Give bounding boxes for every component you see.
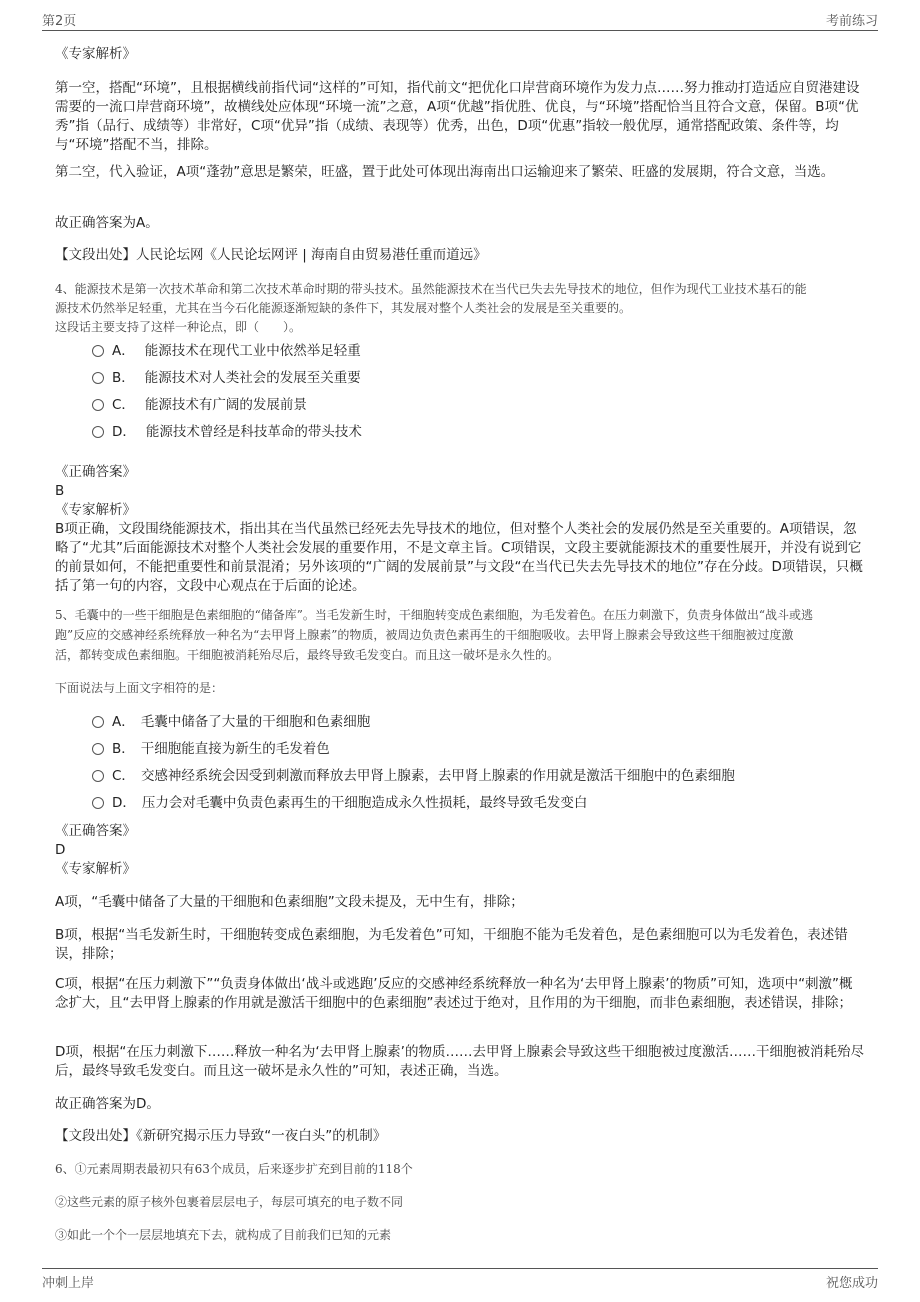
page-number: 第2页	[42, 14, 77, 29]
option-letter: C．	[112, 768, 135, 784]
correct-answer-label: 《正确答案》	[55, 464, 136, 480]
q5-question: 下面说法与上面文字相符的是：	[55, 681, 224, 695]
q6-line-2: ②这些元素的原子核外包裹着层层电子，每层可填充的电子数不同	[55, 1195, 404, 1209]
q4-stem-line-1: 4、能源技术是第一次技术革命和第二次技术革命时期的带头技术。虽然能源技术在当代已失去先导技术的地位，但作为现代工业技术基石的能	[55, 282, 807, 296]
q5-analysis-c: C项，根据“在压力刺激下”“负责身体做出‘战斗或逃跑’反应的交感神经系统释放一种名为‘去甲肾上腺素’的物质”可知，选项中“刺激”概念扩大，且“去甲肾上腺素的作用就是激活干细胞中的色素细胞”表述过于绝对，且作用的为干细胞，而非色素细胞，表述错误，排除；	[55, 976, 853, 1011]
q5-conclusion: 故正确答案为D。	[55, 1096, 160, 1112]
q5-stem-line-2: 跑”反应的交感神经系统释放一种名为“去甲肾上腺素”的物质，被周边负责色素再生的干细胞吸收。去甲肾上腺素会导致这些干细胞被过度激	[55, 628, 794, 642]
expert-analysis-label: 《专家解析》	[55, 502, 136, 518]
q5-option-d[interactable]	[92, 793, 587, 813]
header-title: 考前练习	[825, 14, 878, 29]
option-text: 压力会对毛囊中负责色素再生的干细胞造成永久性损耗，最终导致毛发变白	[141, 795, 588, 811]
option-text: 能源技术对人类社会的发展至关重要	[144, 370, 361, 386]
radio-icon[interactable]	[92, 372, 104, 384]
option-letter: D．	[112, 795, 136, 811]
q5-analysis-b: B项，根据“当毛发新生时，干细胞转变成色素细胞，为毛发着色”可知，干细胞不能为毛发着色，是色素细胞可以为毛发着色，表述错误，排除；	[55, 927, 848, 962]
q3-source: 【文段出处】人民论坛网《人民论坛网评 | 海南自由贸易港任重而道远》	[55, 247, 487, 263]
option-text: 能源技术有广阔的发展前景	[144, 397, 307, 413]
radio-icon[interactable]	[92, 399, 104, 411]
page-footer	[42, 1268, 878, 1293]
q3-analysis-paragraph-2: 第二空，代入验证，A项“蓬勃”意思是繁荣，旺盛，置于此处可体现出海南出口运输迎来了繁荣、旺盛的发展期，符合文意，当选。	[55, 164, 835, 180]
option-letter: B．	[112, 370, 135, 386]
q4-stem-line-3: 这段话主要支持了这样一种论点，即（ ）。	[55, 320, 302, 334]
q4-analysis: B项正确，文段围绕能源技术，指出其在当代虽然已经死去先导技术的地位，但对整个人类社会的发展仍然是至关重要的。A项错误，忽略了“尤其”后面能源技术对整个人类社会发展的重要作用，不是文章主旨。C项错误，文段主要就能源技术的重要性展开，并没有说到它的前景如何，不能把重要性和前景混淆；另外该项的“广阔的发展前景”与文段“在当代已失去先导技术的地位”存在分歧。D项错误，只概括了第一句的内容，文段中心观点在于后面的论述。	[55, 521, 863, 594]
radio-icon[interactable]	[92, 743, 104, 755]
page-header	[42, 10, 878, 31]
option-text: 能源技术在现代工业中依然举足轻重	[144, 343, 361, 359]
q3-conclusion: 故正确答案为A。	[55, 215, 159, 231]
option-letter: B．	[112, 741, 135, 757]
option-text: 毛囊中储备了大量的干细胞和色素细胞	[140, 714, 371, 730]
q4-option-d[interactable]	[92, 422, 362, 442]
radio-icon[interactable]	[92, 716, 104, 728]
q5-answer: D	[55, 842, 66, 858]
radio-icon[interactable]	[92, 345, 104, 357]
expert-analysis-label: 《专家解析》	[55, 46, 136, 62]
radio-icon[interactable]	[92, 797, 104, 809]
option-letter: A．	[112, 714, 135, 730]
option-letter: D．	[112, 424, 136, 440]
q5-analysis-a: A项，“毛囊中储备了大量的干细胞和色素细胞”文段未提及，无中生有，排除；	[55, 894, 524, 910]
q4-option-c[interactable]	[92, 395, 307, 415]
q5-option-c[interactable]	[92, 766, 735, 786]
q6-line-3: ③如此一个个一层层地填充下去，就构成了目前我们已知的元素	[55, 1228, 392, 1242]
q5-option-a[interactable]	[92, 712, 370, 732]
q5-stem-line-3: 活，都转变成色素细胞。干细胞被消耗殆尽后，最终导致毛发变白。而且这一破坏是永久性的。	[55, 648, 560, 662]
footer-left: 冲刺上岸	[42, 1276, 95, 1291]
q4-option-a[interactable]	[92, 341, 361, 361]
correct-answer-label: 《正确答案》	[55, 823, 136, 839]
option-text: 干细胞能直接为新生的毛发着色	[140, 741, 330, 757]
expert-analysis-label: 《专家解析》	[55, 861, 136, 877]
footer-right: 祝您成功	[825, 1276, 878, 1291]
radio-icon[interactable]	[92, 426, 104, 438]
q5-option-b[interactable]	[92, 739, 330, 759]
q4-answer: B	[55, 483, 65, 499]
option-letter: C．	[112, 397, 135, 413]
q4-option-b[interactable]	[92, 368, 361, 388]
q5-analysis-d: D项，根据“在压力刺激下……释放一种名为‘去甲肾上腺素’的物质……去甲肾上腺素会导致这些干细胞被过度激活……干细胞被消耗殆尽后，最终导致毛发变白。而且这一破坏是永久性的”可知，表述正确，当选。	[55, 1044, 864, 1079]
option-text: 交感神经系统会因受到刺激而释放去甲肾上腺素，去甲肾上腺素的作用就是激活干细胞中的色素细胞	[140, 768, 735, 784]
option-letter: A．	[112, 343, 135, 359]
q5-source: 【文段出处】《新研究揭示压力导致“一夜白头”的机制》	[55, 1128, 387, 1144]
q4-stem-line-2: 源技术仍然举足轻重，尤其在当今石化能源逐渐短缺的条件下，其发展对整个人类社会的发展是至关重要的。	[55, 301, 632, 315]
option-text: 能源技术曾经是科技革命的带头技术	[145, 424, 362, 440]
q6-line-1: 6、①元素周期表最初只有63个成员，后来逐步扩充到目前的118个	[55, 1162, 413, 1176]
q5-stem-line-1: 5、毛囊中的一些干细胞是色素细胞的“储备库”。当毛发新生时，干细胞转变成色素细胞，为毛发着色。在压力刺激下，负责身体做出“战斗或逃	[55, 608, 814, 622]
radio-icon[interactable]	[92, 770, 104, 782]
q3-analysis-paragraph-1: 第一空，搭配“环境”，且根据横线前指代词“这样的”可知，指代前文“把优化口岸营商环境作为发力点……努力推动打造适应自贸港建设需要的一流口岸营商环境”，故横线处应体现“环境一流”之意，A项“优越”指优胜、优良，与“环境”搭配恰当且符合文意，保留。B项“优秀”指（品行、成绩等）非常好，C项“优异”指（成绩、表现等）优秀，出色，D项“优惠”指较一般优厚，通常搭配政策、条件等，均与“环境”搭配不当，排除。	[55, 80, 860, 153]
